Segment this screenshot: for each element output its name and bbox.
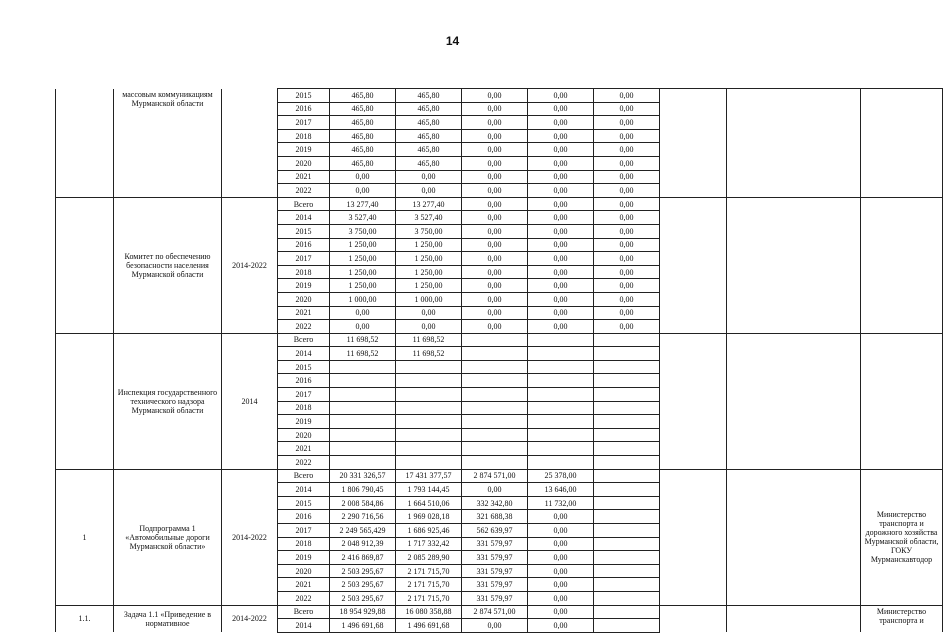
value-cell — [396, 456, 462, 470]
value-cell — [594, 524, 660, 538]
value-cell: 331 579,97 — [462, 578, 528, 592]
value-cell: 1 250,00 — [396, 265, 462, 279]
year-cell: 2022 — [278, 456, 330, 470]
year-cell: 2017 — [278, 388, 330, 402]
value-cell: 11 698,52 — [330, 333, 396, 347]
result-cell — [727, 333, 861, 469]
value-cell — [528, 401, 594, 415]
value-cell — [594, 374, 660, 388]
value-cell: 0,00 — [462, 211, 528, 225]
year-cell: 2016 — [278, 510, 330, 524]
value-cell: 1 250,00 — [396, 238, 462, 252]
year-cell: 2017 — [278, 116, 330, 130]
value-cell: 0,00 — [528, 156, 594, 170]
value-cell — [528, 360, 594, 374]
value-cell: 465,80 — [396, 129, 462, 143]
value-cell: 0,00 — [462, 306, 528, 320]
value-cell — [462, 374, 528, 388]
value-cell: 0,00 — [528, 129, 594, 143]
value-cell — [330, 415, 396, 429]
value-cell — [594, 415, 660, 429]
value-cell: 0,00 — [594, 170, 660, 184]
value-cell: 0,00 — [594, 116, 660, 130]
funding-table — [55, 88, 943, 633]
value-cell: 465,80 — [330, 89, 396, 103]
value-cell — [594, 591, 660, 605]
value-cell: 465,80 — [396, 116, 462, 130]
value-cell — [396, 388, 462, 402]
value-cell — [594, 496, 660, 510]
value-cell: 0,00 — [462, 238, 528, 252]
value-cell: 0,00 — [528, 211, 594, 225]
value-cell: 0,00 — [528, 252, 594, 266]
value-cell: 0,00 — [528, 224, 594, 238]
executor-name-cell: Инспекция государственного технического надзора Мурманской области — [114, 333, 222, 469]
year-cell: 2019 — [278, 551, 330, 565]
year-cell: 2020 — [278, 564, 330, 578]
value-cell: 2 290 716,56 — [330, 510, 396, 524]
year-cell: 2018 — [278, 401, 330, 415]
value-cell: 3 750,00 — [396, 224, 462, 238]
value-cell: 2 171 715,70 — [396, 591, 462, 605]
value-cell: 0,00 — [594, 306, 660, 320]
value-cell: 17 431 377,57 — [396, 469, 462, 483]
value-cell: 0,00 — [462, 619, 528, 633]
value-cell — [594, 388, 660, 402]
page-number: 14 — [445, 34, 460, 48]
value-cell: 2 503 295,67 — [330, 591, 396, 605]
value-cell: 0,00 — [462, 224, 528, 238]
value-cell — [594, 551, 660, 565]
value-cell — [330, 401, 396, 415]
value-cell — [594, 605, 660, 619]
year-cell: 2020 — [278, 292, 330, 306]
value-cell — [528, 347, 594, 361]
value-cell — [396, 360, 462, 374]
value-cell: 0,00 — [594, 129, 660, 143]
value-cell: 2 503 295,67 — [330, 564, 396, 578]
value-cell — [594, 456, 660, 470]
value-cell: 18 954 929,88 — [330, 605, 396, 619]
value-cell — [462, 442, 528, 456]
value-cell: 321 688,38 — [462, 510, 528, 524]
value-cell: 1 250,00 — [330, 238, 396, 252]
value-cell: 0,00 — [594, 238, 660, 252]
table-row — [56, 197, 943, 211]
value-cell: 0,00 — [528, 306, 594, 320]
year-cell: 2014 — [278, 619, 330, 633]
value-cell: 0,00 — [594, 211, 660, 225]
value-cell: 0,00 — [528, 551, 594, 565]
responsible-executor-cell: Министерство транспорта и дорожного хозяйства Мурманской области, ГОКУ Мурманскавтодор — [861, 469, 943, 605]
value-cell: 465,80 — [330, 143, 396, 157]
value-cell: 0,00 — [594, 197, 660, 211]
value-cell: 0,00 — [462, 483, 528, 497]
period-cell: 2014-2022 — [222, 197, 278, 333]
value-cell: 0,00 — [594, 292, 660, 306]
value-cell: 0,00 — [528, 578, 594, 592]
value-cell — [330, 428, 396, 442]
value-cell: 11 732,00 — [528, 496, 594, 510]
value-cell — [528, 333, 594, 347]
value-cell: 465,80 — [330, 156, 396, 170]
value-cell — [594, 347, 660, 361]
year-cell: 2015 — [278, 224, 330, 238]
value-cell — [330, 456, 396, 470]
row-number-cell: 1 — [56, 469, 114, 605]
value-cell: 11 698,52 — [396, 347, 462, 361]
value-cell: 331 579,97 — [462, 564, 528, 578]
year-cell: Всего — [278, 333, 330, 347]
period-cell: 2014-2022 — [222, 605, 278, 632]
value-cell: 3 750,00 — [330, 224, 396, 238]
value-cell: 0,00 — [528, 102, 594, 116]
value-cell — [462, 360, 528, 374]
value-cell: 2 503 295,67 — [330, 578, 396, 592]
empty-cell — [660, 605, 727, 632]
value-cell: 1 664 510,06 — [396, 496, 462, 510]
value-cell: 0,00 — [528, 238, 594, 252]
year-cell: 2021 — [278, 306, 330, 320]
value-cell: 0,00 — [594, 279, 660, 293]
value-cell: 1 250,00 — [330, 252, 396, 266]
value-cell: 1 000,00 — [396, 292, 462, 306]
value-cell: 331 579,97 — [462, 551, 528, 565]
value-cell — [594, 360, 660, 374]
year-cell: 2022 — [278, 320, 330, 334]
value-cell: 0,00 — [462, 143, 528, 157]
value-cell: 465,80 — [330, 129, 396, 143]
value-cell: 0,00 — [462, 197, 528, 211]
table-row — [56, 89, 943, 103]
year-cell: 2019 — [278, 143, 330, 157]
value-cell — [396, 374, 462, 388]
empty-cell — [660, 333, 727, 469]
value-cell: 0,00 — [330, 306, 396, 320]
value-cell: 13 646,00 — [528, 483, 594, 497]
value-cell — [528, 388, 594, 402]
responsible-executor-cell — [861, 197, 943, 333]
value-cell — [462, 401, 528, 415]
value-cell: 0,00 — [528, 279, 594, 293]
value-cell: 0,00 — [528, 537, 594, 551]
value-cell: 0,00 — [528, 170, 594, 184]
responsible-executor-cell — [861, 89, 943, 198]
year-cell: 2016 — [278, 102, 330, 116]
value-cell — [594, 469, 660, 483]
value-cell: 465,80 — [396, 156, 462, 170]
value-cell: 0,00 — [462, 89, 528, 103]
value-cell: 0,00 — [528, 564, 594, 578]
responsible-executor-cell — [861, 333, 943, 469]
value-cell: 0,00 — [462, 102, 528, 116]
row-number-cell: 1.1. — [56, 605, 114, 632]
result-cell — [727, 469, 861, 605]
value-cell: 0,00 — [462, 252, 528, 266]
period-cell — [222, 89, 278, 198]
value-cell: 0,00 — [594, 265, 660, 279]
period-cell: 2014-2022 — [222, 469, 278, 605]
value-cell: 0,00 — [594, 156, 660, 170]
value-cell: 0,00 — [528, 510, 594, 524]
value-cell — [594, 578, 660, 592]
year-cell: 2018 — [278, 537, 330, 551]
value-cell: 0,00 — [528, 116, 594, 130]
value-cell — [462, 428, 528, 442]
value-cell: 2 416 869,87 — [330, 551, 396, 565]
value-cell — [594, 564, 660, 578]
value-cell — [330, 360, 396, 374]
value-cell: 0,00 — [396, 184, 462, 198]
value-cell: 0,00 — [330, 184, 396, 198]
value-cell: 11 698,52 — [330, 347, 396, 361]
value-cell: 2 085 289,90 — [396, 551, 462, 565]
value-cell: 0,00 — [528, 292, 594, 306]
value-cell: 2 249 565,429 — [330, 524, 396, 538]
year-cell: 2014 — [278, 483, 330, 497]
value-cell: 465,80 — [330, 102, 396, 116]
value-cell: 0,00 — [462, 129, 528, 143]
year-cell: 2018 — [278, 265, 330, 279]
value-cell: 2 171 715,70 — [396, 578, 462, 592]
year-cell: 2020 — [278, 156, 330, 170]
value-cell — [528, 456, 594, 470]
value-cell: 0,00 — [330, 170, 396, 184]
value-cell: 25 378,00 — [528, 469, 594, 483]
value-cell — [462, 388, 528, 402]
value-cell: 13 277,40 — [330, 197, 396, 211]
value-cell: 465,80 — [396, 143, 462, 157]
result-cell — [727, 605, 861, 632]
value-cell: 0,00 — [462, 184, 528, 198]
executor-name-cell: Комитет по обеспечению безопасности населения Мурманской области — [114, 197, 222, 333]
year-cell: 2022 — [278, 184, 330, 198]
value-cell — [594, 401, 660, 415]
value-cell — [396, 428, 462, 442]
year-cell: 2019 — [278, 415, 330, 429]
value-cell — [594, 442, 660, 456]
period-cell: 2014 — [222, 333, 278, 469]
value-cell: 2 874 571,00 — [462, 605, 528, 619]
value-cell: 0,00 — [462, 156, 528, 170]
value-cell: 331 579,97 — [462, 537, 528, 551]
value-cell — [396, 401, 462, 415]
value-cell: 0,00 — [462, 279, 528, 293]
value-cell: 0,00 — [594, 252, 660, 266]
value-cell — [462, 415, 528, 429]
year-cell: 2017 — [278, 524, 330, 538]
year-cell: 2021 — [278, 442, 330, 456]
value-cell: 1 250,00 — [396, 279, 462, 293]
empty-cell — [660, 197, 727, 333]
value-cell: 1 496 691,68 — [396, 619, 462, 633]
value-cell: 0,00 — [330, 320, 396, 334]
executor-name-cell: Задача 1.1 «Приведение в нормативное — [114, 605, 222, 632]
value-cell: 331 579,97 — [462, 591, 528, 605]
value-cell: 0,00 — [594, 224, 660, 238]
table-row — [56, 333, 943, 347]
year-cell: 2015 — [278, 360, 330, 374]
value-cell: 0,00 — [594, 184, 660, 198]
value-cell: 1 793 144,45 — [396, 483, 462, 497]
value-cell: 1 496 691,68 — [330, 619, 396, 633]
value-cell: 2 048 912,39 — [330, 537, 396, 551]
value-cell: 0,00 — [528, 591, 594, 605]
value-cell: 0,00 — [528, 320, 594, 334]
year-cell: Всего — [278, 197, 330, 211]
value-cell: 20 331 326,57 — [330, 469, 396, 483]
value-cell: 1 250,00 — [330, 265, 396, 279]
value-cell: 0,00 — [396, 306, 462, 320]
value-cell: 0,00 — [462, 265, 528, 279]
value-cell: 0,00 — [462, 320, 528, 334]
year-cell: 2015 — [278, 89, 330, 103]
value-cell: 2 008 584,86 — [330, 496, 396, 510]
value-cell: 332 342,80 — [462, 496, 528, 510]
table-row — [56, 469, 943, 483]
value-cell: 0,00 — [396, 170, 462, 184]
value-cell: 0,00 — [396, 320, 462, 334]
year-cell: 2021 — [278, 578, 330, 592]
value-cell: 465,80 — [330, 116, 396, 130]
value-cell: 11 698,52 — [396, 333, 462, 347]
value-cell — [594, 510, 660, 524]
value-cell — [528, 374, 594, 388]
value-cell: 1 250,00 — [330, 279, 396, 293]
responsible-executor-cell: Министерство транспорта и — [861, 605, 943, 632]
executor-name-cell: Подпрограмма 1 «Автомобильные дороги Мурманской области» — [114, 469, 222, 605]
row-number-cell — [56, 333, 114, 469]
empty-cell — [660, 89, 727, 198]
value-cell — [330, 388, 396, 402]
executor-name-cell: массовым коммуникациям Мурманской области — [114, 89, 222, 198]
value-cell: 0,00 — [528, 605, 594, 619]
value-cell: 2 874 571,00 — [462, 469, 528, 483]
value-cell — [594, 333, 660, 347]
year-cell: 2016 — [278, 374, 330, 388]
value-cell — [462, 456, 528, 470]
value-cell: 0,00 — [528, 197, 594, 211]
value-cell: 0,00 — [462, 292, 528, 306]
value-cell — [594, 428, 660, 442]
result-cell — [727, 89, 861, 198]
value-cell: 13 277,40 — [396, 197, 462, 211]
value-cell: 465,80 — [396, 89, 462, 103]
year-cell: 2021 — [278, 170, 330, 184]
value-cell: 0,00 — [528, 89, 594, 103]
value-cell: 0,00 — [462, 116, 528, 130]
year-cell: 2020 — [278, 428, 330, 442]
year-cell: Всего — [278, 605, 330, 619]
value-cell: 3 527,40 — [330, 211, 396, 225]
value-cell: 0,00 — [528, 619, 594, 633]
year-cell: Всего — [278, 469, 330, 483]
value-cell: 1 969 028,18 — [396, 510, 462, 524]
year-cell: 2019 — [278, 279, 330, 293]
value-cell — [594, 483, 660, 497]
year-cell: 2017 — [278, 252, 330, 266]
value-cell — [396, 442, 462, 456]
value-cell: 1 000,00 — [330, 292, 396, 306]
value-cell: 16 080 358,88 — [396, 605, 462, 619]
value-cell: 0,00 — [594, 102, 660, 116]
value-cell — [330, 374, 396, 388]
value-cell: 0,00 — [462, 170, 528, 184]
value-cell: 465,80 — [396, 102, 462, 116]
year-cell: 2022 — [278, 591, 330, 605]
value-cell — [528, 442, 594, 456]
year-cell: 2014 — [278, 211, 330, 225]
value-cell — [594, 537, 660, 551]
value-cell: 0,00 — [528, 184, 594, 198]
value-cell — [528, 415, 594, 429]
result-cell — [727, 197, 861, 333]
value-cell: 562 639,97 — [462, 524, 528, 538]
value-cell: 1 806 790,45 — [330, 483, 396, 497]
value-cell: 1 250,00 — [396, 252, 462, 266]
row-number-cell — [56, 89, 114, 198]
value-cell — [594, 619, 660, 633]
value-cell: 0,00 — [528, 524, 594, 538]
value-cell: 0,00 — [594, 143, 660, 157]
table-row — [56, 605, 943, 619]
value-cell — [462, 347, 528, 361]
year-cell: 2014 — [278, 347, 330, 361]
value-cell — [462, 333, 528, 347]
value-cell: 1 717 332,42 — [396, 537, 462, 551]
value-cell — [330, 442, 396, 456]
value-cell: 3 527,40 — [396, 211, 462, 225]
value-cell: 2 171 715,70 — [396, 564, 462, 578]
value-cell — [528, 428, 594, 442]
year-cell: 2016 — [278, 238, 330, 252]
value-cell: 0,00 — [594, 320, 660, 334]
value-cell: 0,00 — [594, 89, 660, 103]
row-number-cell — [56, 197, 114, 333]
value-cell: 0,00 — [528, 143, 594, 157]
year-cell: 2018 — [278, 129, 330, 143]
value-cell: 1 686 925,46 — [396, 524, 462, 538]
value-cell: 0,00 — [528, 265, 594, 279]
year-cell: 2015 — [278, 496, 330, 510]
empty-cell — [660, 469, 727, 605]
value-cell — [396, 415, 462, 429]
